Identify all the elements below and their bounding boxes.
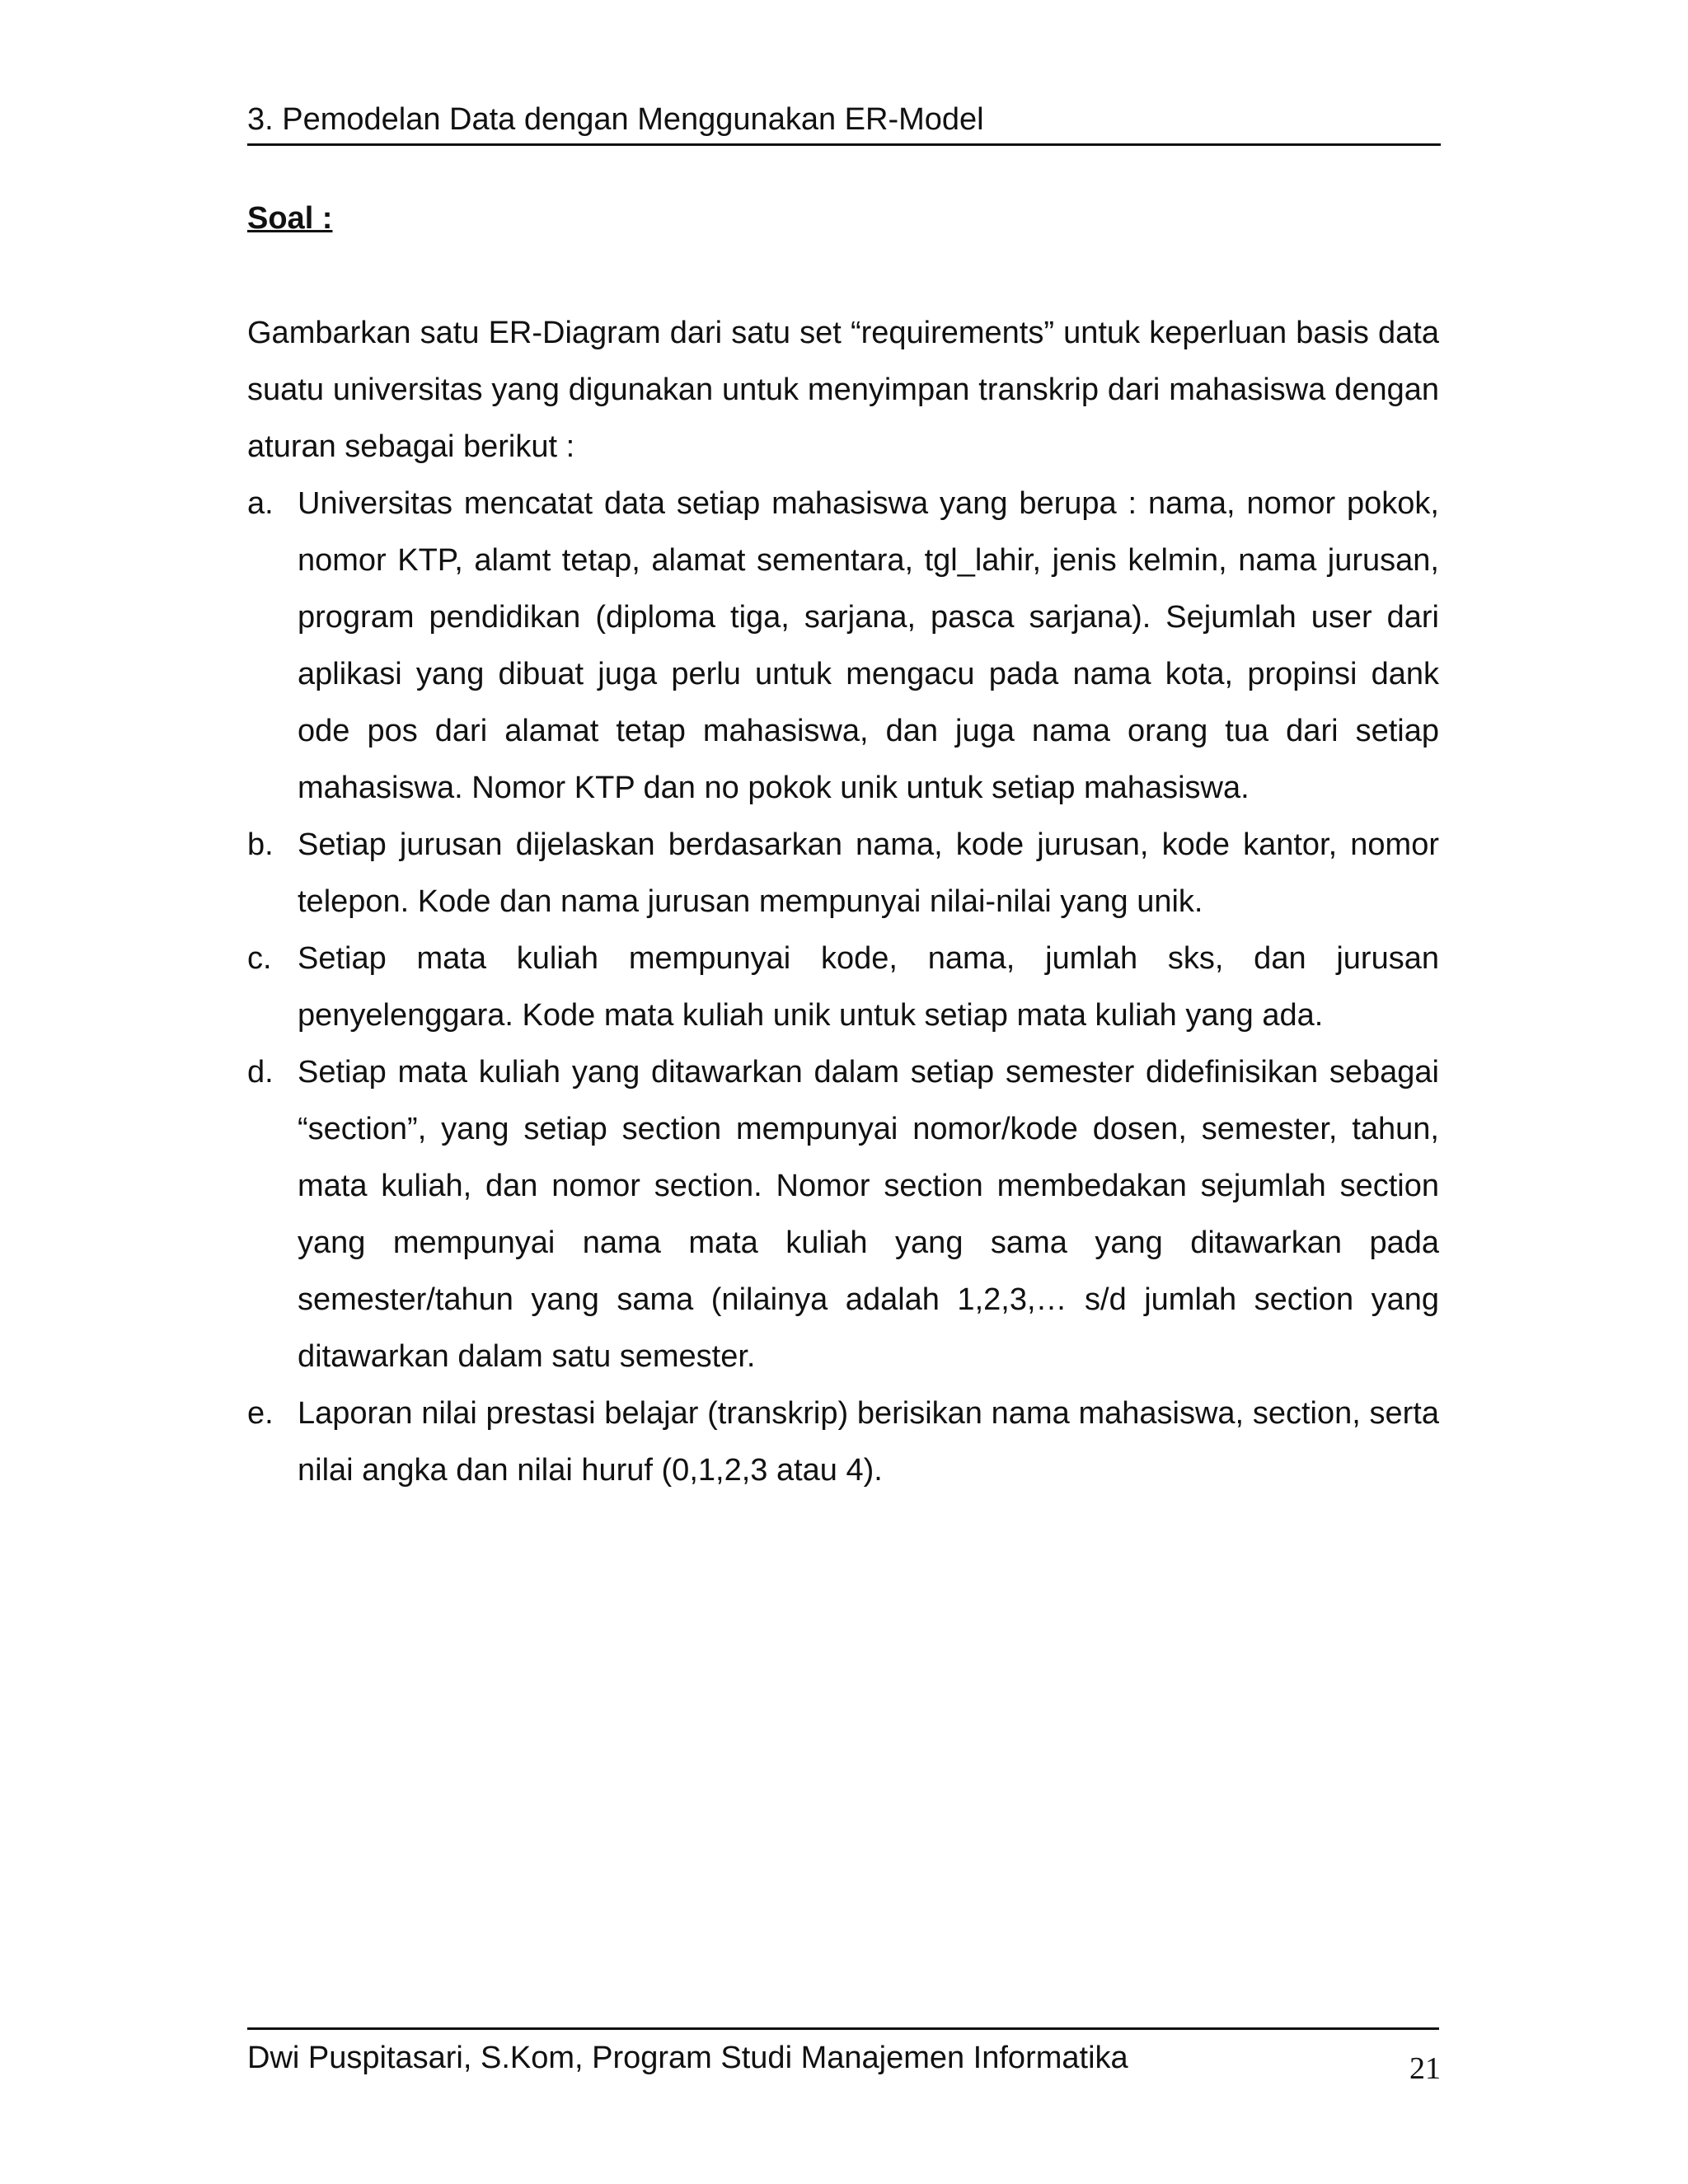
- list-item-text: Laporan nilai prestasi belajar (transkrip) berisikan nama mahasiswa, section, serta nilai angka dan nilai huruf (0,1,2,3 atau 4).: [298, 1396, 1439, 1488]
- list-item: [247, 476, 1439, 817]
- list-item: [247, 930, 1439, 1044]
- list-item-text: Setiap mata kuliah yang ditawarkan dalam setiap semester didefinisikan sebagai “section”, yang setiap section mempunyai nomor/kode dosen, semester, tahun, mata kuliah, dan nomor section. Nomor section membedakan sejumlah section yang mempunyai nama mata kuliah yang sama yang ditawarkan pada semester/tahun yang sama (nilainya adalah 1,2,3,… s/d jumlah section yang ditawarkan dalam satu semester.: [298, 1055, 1439, 1374]
- list-item-text: Universitas mencatat data setiap mahasiswa yang berupa : nama, nomor pokok, nomor KTP, alamt tetap, alamat sementara, tgl_lahir, jenis kelmin, nama jurusan, program pendidikan (diploma tiga, sarjana, pasca sarjana). Sejumlah user dari aplikasi yang dibuat juga perlu untuk mengacu pada nama kota, propinsi dank ode pos dari alamat tetap mahasiswa, dan juga nama orang tua dari setiap mahasiswa. Nomor KTP dan no pokok unik untuk setiap mahasiswa.: [298, 486, 1439, 805]
- intro-paragraph: Gambarkan satu ER-Diagram dari satu set “requirements” untuk keperluan basis data suatu universitas yang digunakan untuk menyimpan transkrip dari mahasiswa dengan aturan sebagai berikut :: [247, 316, 1439, 464]
- running-header: 3. Pemodelan Data dengan Menggunakan ER-Model: [247, 97, 1441, 146]
- list-marker: e.: [247, 1396, 274, 1431]
- body-text: [247, 305, 1439, 1499]
- list-marker: b.: [247, 827, 274, 862]
- list-item: [247, 1044, 1439, 1385]
- requirements-list: [247, 476, 1439, 1499]
- list-item-text: Setiap jurusan dijelaskan berdasarkan nama, kode jurusan, kode kantor, nomor telepon. Kode dan nama jurusan mempunyai nilai-nilai yang unik.: [298, 827, 1439, 919]
- section-title: Soal :: [247, 201, 333, 236]
- list-marker: d.: [247, 1055, 274, 1090]
- page-number: 21: [1409, 2051, 1441, 2086]
- footer-author: Dwi Puspitasari, S.Kom, Program Studi Manajemen Informatika: [247, 2041, 1128, 2075]
- list-item: [247, 817, 1439, 930]
- list-marker: a.: [247, 486, 274, 521]
- list-item-text: Setiap mata kuliah mempunyai kode, nama, jumlah sks, dan jurusan penyelenggara. Kode mata kuliah unik untuk setiap mata kuliah yang ada.: [298, 941, 1439, 1033]
- list-marker: c.: [247, 941, 272, 976]
- list-item: [247, 1385, 1439, 1499]
- footer-divider: [247, 2027, 1439, 2030]
